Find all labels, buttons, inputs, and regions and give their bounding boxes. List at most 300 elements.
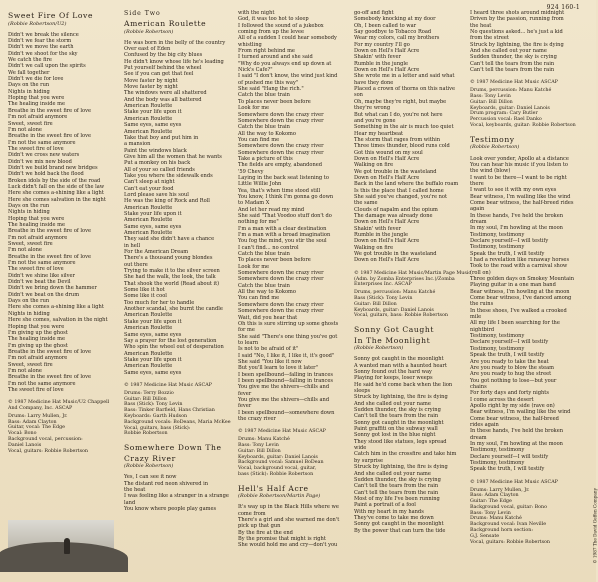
text-line: Keyboards: Garth Hudson xyxy=(124,413,188,419)
song-title-sonny: Sonny Got Caught xyxy=(354,325,434,335)
text-line: Lord please save his soul xyxy=(124,191,189,198)
text-line: Nights in hiding xyxy=(8,88,50,95)
text-line: We catch the fire xyxy=(8,57,52,64)
text-line: Look for me xyxy=(238,105,270,112)
text-line: (Adm. by Zomba Enterprises Inc.)/Zomba xyxy=(354,276,455,282)
text-line: Somewhere down the crazy river xyxy=(238,143,324,150)
text-line: Placed a crown of thorns on this native xyxy=(354,86,456,93)
text-line: I'm giving up the ghost xyxy=(8,329,68,336)
text-line: mile xyxy=(470,314,482,321)
text-line: From right behind me xyxy=(238,48,295,55)
text-line: and you're gone xyxy=(354,117,396,124)
text-line: Can't eat your food xyxy=(124,185,174,192)
song-credit: (Robbie Robertson) xyxy=(470,144,520,151)
text-line: come from xyxy=(238,510,266,517)
text-line: Same eyes, same eyes xyxy=(124,122,182,129)
text-line: Put yourself behind the wheel xyxy=(124,65,202,72)
text-line: American Roulette xyxy=(124,115,173,122)
cover-photo xyxy=(8,520,114,570)
text-line: Three golden days on Smokey Mountain xyxy=(470,276,575,283)
text-line: Stake your life upon it xyxy=(124,318,182,325)
text-line: But you'll learn to love it later" xyxy=(238,365,318,372)
text-line: coming from up the levee xyxy=(238,29,305,36)
text-line: Sweet, sweet fire xyxy=(8,241,53,248)
text-line: G.J. Sensate xyxy=(470,533,500,539)
text-line: fever xyxy=(238,390,252,397)
text-line: I had a revelation like runaway horses xyxy=(470,257,570,264)
text-line: Sudden thunder, the sky is crying xyxy=(354,407,441,414)
text-line: Over east of Eden xyxy=(124,46,171,53)
text-line: Didn't we fear the storm xyxy=(8,38,72,45)
text-line: You know where people play games xyxy=(124,506,217,513)
text-line: You can find me xyxy=(238,295,280,302)
column-1 xyxy=(8,10,116,576)
text-line: American Roulette xyxy=(124,204,173,211)
text-line: But what can I do, you're not here xyxy=(354,111,443,118)
text-line: to learn xyxy=(238,339,259,346)
text-line: Look for me xyxy=(238,263,270,270)
text-line: Bear witness, I'm howling at the moon xyxy=(470,288,570,295)
text-line: Who spin the wheel out of desperation xyxy=(124,344,224,351)
text-line: Vocal, guitars: Robbie Robertson xyxy=(8,448,89,454)
text-line: American Roulette xyxy=(124,217,173,224)
text-line: Paint graffiti on the subway wall xyxy=(354,426,438,433)
text-line: They stood like statues, legs spread xyxy=(354,438,447,445)
text-line: Oh, maybe they're right, but maybe xyxy=(354,98,447,105)
text-line: I was feeling like a stranger in a strange xyxy=(124,493,229,500)
text-line: again xyxy=(470,206,485,213)
text-line: pick up that gun xyxy=(238,523,281,530)
text-line: Somewhere down the crazy river xyxy=(238,117,324,124)
text-line: Didn't we shine like silver xyxy=(8,272,75,279)
text-line: land xyxy=(124,499,136,506)
text-line: They've come to take me down xyxy=(354,514,434,521)
text-line: Sweet, sweet fire xyxy=(8,361,53,368)
text-line: a mansion xyxy=(124,141,151,148)
text-line: from the street xyxy=(470,35,509,42)
text-line: Daniel Lanois xyxy=(8,442,42,448)
text-line: Speak the truth, I will testify xyxy=(470,466,545,473)
text-line: You got nothing to lose—but your xyxy=(470,377,557,384)
text-line: Take a picture of this xyxy=(238,155,293,162)
text-line: Driven by the passion, running from xyxy=(470,16,564,23)
text-line: Down on Hell's Half Acre xyxy=(354,174,420,181)
text-line: the heat xyxy=(470,22,492,29)
text-line: wide xyxy=(354,445,367,452)
text-line: The sweet fire of love xyxy=(8,145,64,152)
text-line: I'm a man with a clear destination xyxy=(238,225,327,232)
text-line: And Company, Inc. ASCAP xyxy=(8,406,73,412)
song-title-hells-half-acre: Hell's Half Acre xyxy=(238,483,309,493)
column-2 xyxy=(124,10,232,576)
text-line: You give me the shivers—chills and xyxy=(238,396,330,403)
text-line: I been spellbound—falling in trances xyxy=(238,377,333,384)
copyright: © 1987 Medicine Hat Music ASCAP xyxy=(470,479,558,485)
text-line: Struck by lightning, the fire is dying xyxy=(354,394,448,401)
text-line: Luck didn't fall on the side of the law xyxy=(8,183,105,190)
text-line: In these shoes, I've walked a crooked xyxy=(470,307,567,314)
text-line: Robbie Robertson xyxy=(124,431,168,437)
text-line: Declare yourself—I will testify xyxy=(470,237,549,244)
text-line: Testimony, testimony xyxy=(470,244,525,251)
credits-block xyxy=(354,290,462,319)
text-line: there xyxy=(470,180,484,187)
copyright: © 1987 Medicine Hat Music ASCAP xyxy=(238,429,326,435)
text-line: Background vocal, guitar: Bono xyxy=(470,504,548,510)
text-line: Guitar, vocal: The Edge xyxy=(8,425,66,431)
text-line: Down on Hell's Half Acre xyxy=(354,219,420,226)
text-line: Vocal, guitars, bass: Robbie Robertson xyxy=(354,313,448,319)
text-line: Background vocal: Ivan Neville xyxy=(470,522,547,528)
text-line: Nights in hiding xyxy=(8,310,50,317)
text-line: Can't tell the tears from the rain xyxy=(354,489,439,496)
text-line: Sonny got lost in the blue night xyxy=(354,432,436,439)
text-line: Didn't we move the earth xyxy=(8,44,74,51)
text-line: Are you ready to blow the steam xyxy=(470,364,555,371)
text-line: Bass: Tinker Barfield, Hans Christian xyxy=(124,408,215,414)
text-line: To places never been before xyxy=(238,257,311,264)
text-line: He didn't know whose life he's leading xyxy=(124,58,224,65)
text-line: Vocal, background vocal, guitar, xyxy=(238,466,317,472)
text-line: Background vocal: Samuel BoDean xyxy=(238,460,324,466)
text-line: American Roulette xyxy=(124,325,173,332)
text-line: Somebody knocking at my door xyxy=(354,16,436,23)
copyright: © 1987 Medicine Hat Music ASCAP xyxy=(124,382,212,388)
text-line: I heard three shots around midnight xyxy=(470,10,565,16)
song-credit: (Robbie Robertson) xyxy=(354,345,404,352)
text-line: Testimony, testimony xyxy=(470,460,525,467)
song-title-testimony: Testimony xyxy=(470,134,515,144)
text-line: Background horn section: xyxy=(470,528,533,534)
text-line: And the body was all battered xyxy=(124,96,202,103)
text-line: I'm not afraid anymore xyxy=(8,114,68,121)
text-line: Catch the blue train xyxy=(238,92,290,99)
text-line: they're wrong xyxy=(354,105,391,112)
text-line: Bass: Tony Levin xyxy=(470,94,511,100)
text-line: Bass (Stick): Tony Levin xyxy=(124,402,183,408)
text-line: in hell xyxy=(124,242,141,249)
text-line: Playing for keeps, loser weeps xyxy=(354,375,433,382)
text-line: He was born in the belly of the country xyxy=(124,39,226,46)
text-line: Guitar: Bill Dillon xyxy=(470,99,513,105)
text-line: American Roulette xyxy=(124,103,173,110)
text-line: Rumble in the jungle xyxy=(354,60,409,67)
text-line: of pushed me this way" xyxy=(238,79,299,86)
text-line: See if you can get that feel xyxy=(124,71,194,78)
text-line: In these hands, I've held the broken xyxy=(470,428,564,435)
column-3 xyxy=(238,10,346,576)
text-line: And she called out your name xyxy=(470,48,547,55)
text-line: Little Willie John xyxy=(238,181,282,188)
text-line: I'm not the same anymore xyxy=(8,380,76,387)
text-line: In these hands, I've held the broken xyxy=(470,212,564,219)
text-line: Guitar: Bill Dillon xyxy=(354,301,397,307)
text-line: "Why do you always end up down at xyxy=(238,60,332,67)
text-line: Didn't we build brand new bridges xyxy=(8,164,98,171)
text-line: Declare yourself—I will testify xyxy=(470,339,549,346)
text-line: With my heart in my hands xyxy=(354,508,424,515)
credits-block xyxy=(124,391,232,437)
text-line: Struck by lightning, the fire is dying xyxy=(470,41,564,48)
text-line: © 1987 Medicine Hat Music/U2 Chappell xyxy=(8,400,110,406)
text-line: Rumble in the jungle xyxy=(354,232,409,239)
text-line: Take you where the sidewalk ends xyxy=(124,172,213,179)
lyrics-block xyxy=(124,40,232,376)
text-line: By the power that can turn the tide xyxy=(354,527,446,534)
text-line: Took to the road with a carnival show xyxy=(470,263,568,270)
text-line: Come bear witness, the half-breed rides xyxy=(470,199,574,206)
text-line: Oh, I been called to war xyxy=(354,22,417,29)
text-line: Say goodbye to Tobacco Road xyxy=(354,29,432,36)
text-line: Clouds of napalm and the opium xyxy=(354,206,438,213)
text-line: Testimony, testimony xyxy=(470,345,525,352)
text-line: He was the king of Rock and Roll xyxy=(124,198,210,205)
text-line: Down on Hell's Half Acre xyxy=(354,257,420,264)
text-line: And she called out your name xyxy=(354,400,431,407)
column-5 xyxy=(470,10,586,576)
text-line: Guitar: Bill Dillon xyxy=(238,448,281,454)
text-line: She had the walk, the look, the talk xyxy=(124,274,216,281)
text-line: Another scandal, she burnt the candle xyxy=(124,306,223,313)
text-line: The distant red neon shivered in xyxy=(124,480,209,487)
text-line: Nights in hiding xyxy=(8,209,50,216)
text-line: Testimony, testimony xyxy=(470,333,525,340)
text-line: Wear my colors, call my brothers xyxy=(354,35,440,42)
text-line: We got trouble in the wasteland xyxy=(354,251,437,258)
text-line: by surprise xyxy=(354,457,384,464)
lyrics-block xyxy=(8,32,116,394)
text-line: for me xyxy=(238,327,255,334)
copyright xyxy=(8,400,116,412)
text-line: dream xyxy=(470,434,487,441)
text-line: The damage was already done xyxy=(354,213,433,219)
text-line: American Roulette xyxy=(124,128,173,135)
text-line: Yes, I can see it now xyxy=(124,474,177,481)
text-line: sleeps xyxy=(354,388,371,395)
credits-block xyxy=(238,437,346,478)
text-line: Three times thunder, blood runs cold xyxy=(354,143,450,150)
text-line: Sonny found out the hard way xyxy=(354,369,432,376)
text-line: Vocal, guitars, bass (Stick): xyxy=(124,425,191,431)
song-credit: (Robbie Robertson/Martin Page) xyxy=(238,493,321,500)
text-line: She said "That Voodoo stuff don't do xyxy=(238,213,332,219)
text-line: Drums: Manu Katché xyxy=(238,437,290,443)
text-line: Down on Hell's Half Acre xyxy=(354,238,420,245)
text-line: Didn't we mix new blood xyxy=(8,158,72,165)
text-line: Percussion vocal: Rael Danko xyxy=(470,117,542,123)
text-line: Are you ready to take the heat xyxy=(470,358,549,365)
text-line: American Roulette xyxy=(124,230,173,237)
text-line: You know, I think I'm gonna go down xyxy=(238,193,334,200)
text-line: I want to see it with my own eyes xyxy=(470,187,557,194)
text-line: Somewhere down the crazy river xyxy=(238,276,324,283)
song-credit: (Robbie Robertson/U2) xyxy=(8,20,67,27)
text-line: Somewhere down the crazy river xyxy=(238,308,324,315)
text-line: go-off and fight xyxy=(354,10,394,16)
text-line: All my life I been searching for the xyxy=(470,320,560,327)
text-line: Catch him in the crossfire and take him xyxy=(354,451,457,458)
text-line: Come bear witness, I've danced among xyxy=(470,295,572,302)
text-line: By the promise that might is right xyxy=(238,536,326,543)
text-line: Sudden thunder, the sky is crying xyxy=(354,476,441,483)
text-line: Walking on fire xyxy=(354,244,394,251)
text-line: She said "Hang the rich." xyxy=(238,86,304,93)
text-line: Days on the run xyxy=(8,82,50,89)
text-line: Walking on fire xyxy=(354,162,394,169)
credits-block xyxy=(470,488,586,546)
text-line: Background vocal, percussion: xyxy=(8,437,83,443)
text-line: Catch the blue train xyxy=(238,282,290,289)
text-line: Can't tell the tears from the rain xyxy=(470,67,555,74)
text-line: The storm that rages from within xyxy=(354,136,440,143)
text-line: Vocal, guitars: Robbie Robertson xyxy=(470,539,551,545)
text-line: Is this the place that I called home xyxy=(354,187,444,194)
song-title-sweet-fire: Sweet Fire Of Love xyxy=(8,11,94,20)
song-title-crazy-river: Somewhere Down The xyxy=(124,443,222,453)
text-line: Shakin' with fever xyxy=(354,225,401,232)
text-line: Vocal, keyboards, guitar: Robbie Robertson xyxy=(470,123,576,129)
vertical-copyright: © 1987 The David Geffen Company xyxy=(593,488,598,564)
text-line: the ruins xyxy=(470,301,494,308)
text-line: Guitar: Bill Dillon xyxy=(124,396,167,402)
text-line: Broken idols by the side of the road xyxy=(8,177,101,184)
text-line: Look over yonder, Apollo at a distance xyxy=(470,155,569,162)
text-line: Paint the windows black xyxy=(124,147,187,154)
text-line: fever xyxy=(238,403,252,410)
text-line: Sonny got caught in the moonlight xyxy=(354,521,444,528)
text-line: Guitar: The Edge xyxy=(470,499,512,505)
copyright: © 1987 Medicine Hat Music ASCAP xyxy=(470,80,558,86)
text-line: They said she didn't have a chance xyxy=(124,236,215,243)
text-line: Drums, percussion: Manu Katché xyxy=(470,88,552,94)
text-line: Bear witness, I'm wailing like the wind xyxy=(470,193,571,200)
side-heading: Side Two xyxy=(124,10,161,17)
text-line: I'm not afraid anymore xyxy=(8,355,68,362)
text-line: Down on Hell's Half Acre xyxy=(354,48,420,55)
text-line: Wait, did you hear that xyxy=(238,314,298,321)
text-line: I been spellbound—somewhere down xyxy=(238,409,335,416)
text-line: dream xyxy=(470,218,487,225)
text-line: Background vocals: BoDeans, Maria McKee xyxy=(124,419,231,425)
text-line: All of a sudden I could hear somebody xyxy=(238,35,337,42)
text-line: © 1987 Medicine Hat Music/Martin Page Music xyxy=(354,270,472,276)
text-line: The healing inside me xyxy=(8,336,65,343)
text-line: Stake your life upon it xyxy=(124,210,182,217)
lyrics-block xyxy=(470,156,586,473)
text-line: Bass: Adam Clayton xyxy=(470,493,519,499)
text-line: Breathe in the sweet fire of love xyxy=(8,253,91,260)
text-line: (roll on) xyxy=(470,269,491,276)
text-line: the wind (blow) xyxy=(470,168,511,175)
text-line: You fog the mind, you stir the soul xyxy=(238,238,327,245)
text-line: The sweet fire of love xyxy=(8,386,64,393)
text-line: nightbird xyxy=(470,326,495,333)
text-line: whistling xyxy=(238,41,262,48)
text-line: Sonny got caught in the moonlight xyxy=(354,419,444,426)
text-line: In my soul, I'm howling at the moon xyxy=(470,225,563,232)
text-line: Paint a portrait of a fool xyxy=(354,502,416,509)
text-line: That shook the world (Read about it) xyxy=(124,280,220,287)
text-line: Take that boy and put him in xyxy=(124,134,199,141)
credits-block xyxy=(8,414,116,455)
text-line: Same eyes, same eyes xyxy=(124,331,182,338)
text-line: Breathe in the sweet fire of love xyxy=(8,228,91,235)
text-line: And let her read my mind xyxy=(238,206,305,213)
text-line: American Roulette xyxy=(124,312,173,319)
text-line: Bass: Adam Clayton xyxy=(8,419,57,425)
text-line: rides again xyxy=(470,421,499,428)
text-line: Here she comes a-shining like a light xyxy=(8,304,104,311)
text-line: You can hear his music if you listen to xyxy=(470,161,568,168)
text-line: Can't tell the tears from the rain xyxy=(354,413,439,420)
text-line: Drums: Manu Katché xyxy=(470,516,522,522)
text-line: I'm not the same anymore xyxy=(8,260,76,267)
text-line: For my country I'll go xyxy=(354,41,410,48)
text-line: All the way to Kokomo xyxy=(238,130,296,137)
text-line: Didn't we shoot for the sky xyxy=(8,50,78,57)
text-line: American Roulette xyxy=(124,363,173,370)
text-line: Days on the run xyxy=(8,202,50,209)
catalog-number: 924 160-1 xyxy=(546,4,580,11)
text-line: '59 Chevy xyxy=(238,168,264,175)
text-line: Keyboards, guitar: Daniel Lanois xyxy=(470,105,550,111)
text-line: All of your so called friends xyxy=(124,166,195,173)
text-line: Laying in the back seat listening to xyxy=(238,174,329,181)
text-line: Apollo right by my side (rave on) xyxy=(470,402,555,409)
text-line: Most of my life I've been running xyxy=(354,495,440,502)
text-line: She would hold me and cry—don't you xyxy=(238,542,338,549)
text-line: Here she comes a-shining like a light xyxy=(8,190,104,197)
text-line: have they done xyxy=(354,79,394,86)
text-line: Didn't we beat on the drum xyxy=(8,291,80,298)
text-line: Trying to make it to the silver screen xyxy=(124,268,220,275)
text-line: Back in the land where the buffalo roam xyxy=(354,181,459,188)
text-line: You give me the shivers—chills and xyxy=(238,384,330,391)
text-line: The healing inside me xyxy=(8,101,65,108)
text-line: The fields are empty, abandoned xyxy=(238,162,323,169)
text-line: I'm not alone xyxy=(8,367,42,374)
text-line: The windows were all shattered xyxy=(124,90,207,97)
text-line: I come across the desert xyxy=(470,396,534,403)
text-line: Oh this is sure stirring up some ghosts xyxy=(238,320,339,327)
text-line: with the night xyxy=(238,10,275,16)
text-line: Didn't we die for love xyxy=(8,76,64,83)
text-line: Playing guitar in a one man band xyxy=(470,282,556,289)
song-credit: (Robbie Robertson) xyxy=(124,463,174,470)
text-line: He said he'd come back when the lion xyxy=(354,381,453,388)
text-line: For forty days and forty nights xyxy=(470,390,549,397)
text-line: The sweet fire of love xyxy=(8,266,64,273)
text-line: out there xyxy=(124,261,148,268)
text-line: Can't tell the tears from the rain xyxy=(470,60,555,67)
text-line: You can find me xyxy=(238,136,280,143)
text-line: I said "No, I like it, I like it, it's good" xyxy=(238,352,335,359)
text-line: Didn't we beat the Devil xyxy=(8,279,71,286)
text-line: Bear witness, I'm wailing like the wind xyxy=(470,409,571,416)
text-line: Yea, that's when time stood still xyxy=(238,187,321,194)
song-title-american-roulette: American Roulette xyxy=(124,19,207,28)
text-line: Hoping that you were xyxy=(8,323,65,330)
text-line: Can't tell the tears from the rain xyxy=(354,483,439,490)
text-line: Down on Hell's Half Acre xyxy=(354,67,420,74)
text-line: I'm a man with a broad imagination xyxy=(238,232,331,239)
text-line: I followed the sound of a jukebox xyxy=(238,22,324,29)
text-line: Bass: Tony Levin xyxy=(470,510,511,516)
text-line: Drums, percussion: Manu Katché xyxy=(354,290,436,296)
text-line: Here she comes, salvation in the night xyxy=(8,317,108,324)
text-line: God, it was too hot to sleep xyxy=(238,16,309,23)
text-line: Somewhere down the crazy river xyxy=(238,149,324,156)
